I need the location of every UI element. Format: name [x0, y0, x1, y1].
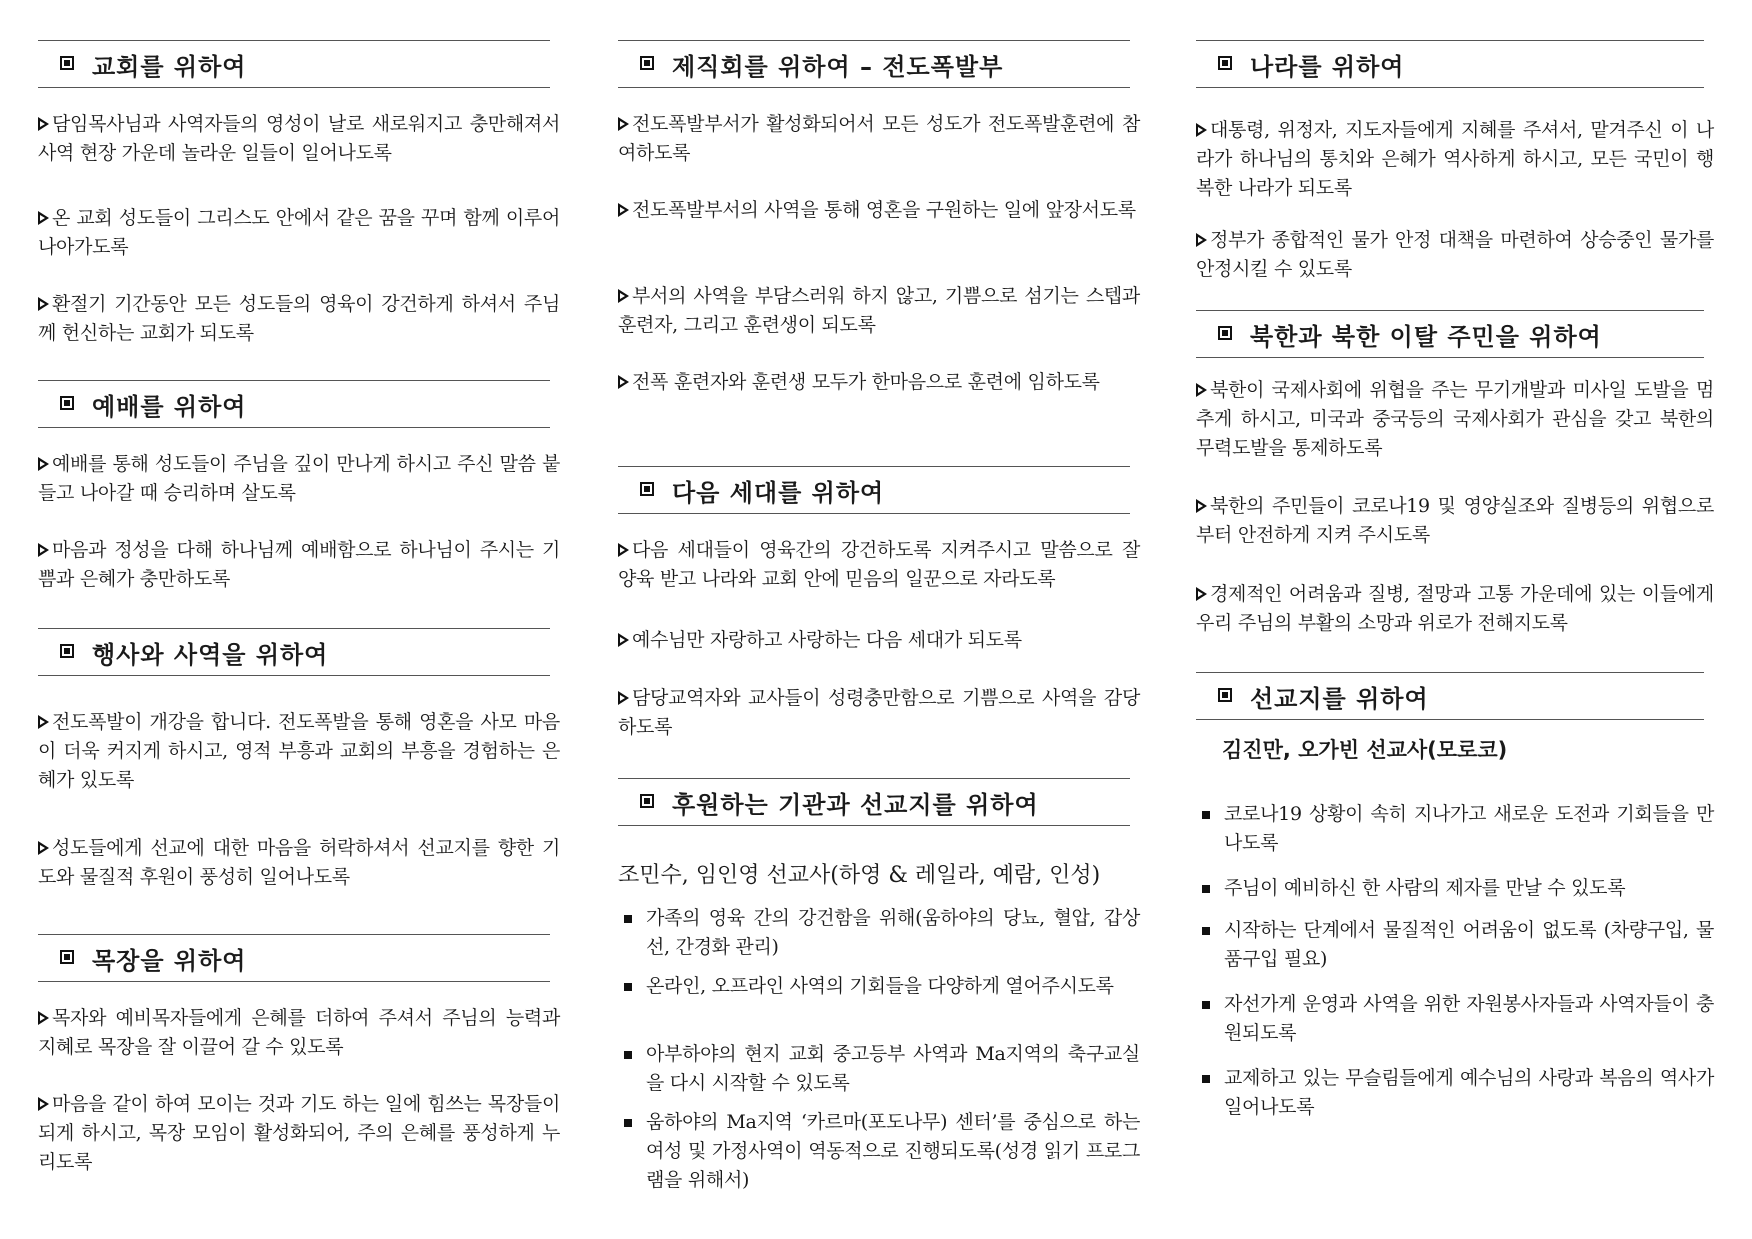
- section-title: 목장을 위하여: [92, 947, 247, 975]
- prayer-item: 담임목사님과 사역자들의 영성이 날로 새로워지고 충만해져서 사역 현장 가운데 놀라운 일들이 일어나도록: [38, 113, 560, 164]
- square-bullet-icon: [624, 983, 632, 991]
- section-nation: [1196, 40, 1714, 88]
- triangle-bullet-icon: [1196, 123, 1207, 137]
- section-title: 선교지를 위하여: [1250, 685, 1429, 713]
- mission-bullet: 가족의 영육 간의 강건함을 위해(움하야의 당뇨, 혈압, 갑상선, 간경화 관리): [618, 904, 1140, 962]
- section-header: [1196, 40, 1704, 88]
- square-bullet-icon: [624, 1119, 632, 1127]
- mission-bullet: 온라인, 오프라인 사역의 기회들을 다양하게 열어주시도록: [618, 972, 1140, 1001]
- section-supported-missions: [618, 778, 1140, 826]
- section-header: [38, 934, 550, 982]
- square-bullet-icon: [60, 644, 74, 658]
- section-header: [1196, 672, 1704, 720]
- triangle-bullet-icon: [618, 691, 629, 705]
- section-title: 예배를 위하여: [92, 393, 247, 421]
- prayer-item: 부서의 사역을 부담스러워 하지 않고, 기쁨으로 섬기는 스텝과 훈련자, 그리고 훈련생이 되도록: [618, 285, 1140, 336]
- prayer-item: 북한이 국제사회에 위협을 주는 무기개발과 미사일 도발을 멈추게 하시고, 미국과 중국등의 국제사회가 관심을 갖고 북한의 무력도발을 통제하도록: [1196, 379, 1714, 459]
- prayer-item: 전도폭발부서의 사역을 통해 영혼을 구원하는 일에 앞장서도록: [618, 196, 1140, 225]
- square-bullet-icon: [60, 56, 74, 70]
- prayer-item: 전도폭발이 개강을 합니다. 전도폭발을 통해 영혼을 사모 마음이 더욱 커지게 하시고, 영적 부흥과 교회의 부흥을 경험하는 은혜가 있도록: [38, 711, 560, 791]
- triangle-bullet-icon: [38, 1011, 49, 1025]
- section-title: 행사와 사역을 위하여: [92, 641, 329, 669]
- square-bullet-icon: [1218, 326, 1232, 340]
- section-title: 다음 세대를 위하여: [672, 479, 885, 507]
- mission-bullet: 교제하고 있는 무슬림들에게 예수님의 사랑과 복음의 역사가 일어나도록: [1196, 1064, 1714, 1122]
- mission-bullet: 주님이 예비하신 한 사람의 제자를 만날 수 있도록: [1196, 874, 1714, 903]
- square-bullet-icon: [624, 1051, 632, 1059]
- mission-bullet: 시작하는 단계에서 물질적인 어려움이 없도록 (차량구입, 물품구입 필요): [1196, 916, 1714, 974]
- triangle-bullet-icon: [38, 543, 49, 557]
- section-header: [38, 628, 550, 676]
- section-title: 나라를 위하여: [1250, 53, 1405, 81]
- square-bullet-icon: [1202, 927, 1210, 935]
- section-title: 후원하는 기관과 선교지를 위하여: [672, 791, 1039, 819]
- prayer-item: 성도들에게 선교에 대한 마음을 허락하셔서 선교지를 향한 기도와 물질적 후원이 풍성히 일어나도록: [38, 837, 560, 888]
- missionary-name: 조민수, 임인영 선교사(하영 & 레일라, 예람, 인성): [618, 863, 1101, 888]
- mission-bullet: 아부하야의 현지 교회 중고등부 사역과 Ma지역의 축구교실을 다시 시작할 수 있도록: [618, 1040, 1140, 1098]
- square-bullet-icon: [1202, 811, 1210, 819]
- prayer-item: 환절기 기간동안 모든 성도들의 영육이 강건하게 하셔서 주님께 헌신하는 교회가 되도록: [38, 293, 560, 344]
- section-deacons: [618, 40, 1140, 88]
- section-title: 제직회를 위하여 – 전도폭발부: [672, 53, 1004, 81]
- section-header: [38, 380, 550, 428]
- triangle-bullet-icon: [38, 715, 49, 729]
- section-title: 북한과 북한 이탈 주민을 위하여: [1250, 323, 1602, 351]
- prayer-item: 마음과 정성을 다해 하나님께 예배함으로 하나님이 주시는 기쁨과 은혜가 충만하도록: [38, 539, 560, 590]
- section-header: [618, 40, 1130, 88]
- triangle-bullet-icon: [1196, 587, 1207, 601]
- prayer-item: 예수님만 자랑하고 사랑하는 다음 세대가 되도록: [618, 626, 1140, 655]
- square-bullet-icon: [624, 915, 632, 923]
- square-bullet-icon: [640, 56, 654, 70]
- prayer-item: 담당교역자와 교사들이 성령충만함으로 기쁨으로 사역을 감당하도록: [618, 687, 1140, 738]
- section-worship: [38, 380, 560, 428]
- triangle-bullet-icon: [1196, 499, 1207, 513]
- triangle-bullet-icon: [38, 211, 49, 225]
- prayer-item: 온 교회 성도들이 그리스도 안에서 같은 꿈을 꾸며 함께 이루어 나아가도록: [38, 207, 560, 258]
- prayer-item: 다음 세대들이 영육간의 강건하도록 지켜주시고 말씀으로 잘 양육 받고 나라와 교회 안에 믿음의 일꾼으로 자라도록: [618, 539, 1140, 590]
- triangle-bullet-icon: [618, 375, 629, 389]
- mission-bullet: 움하야의 Ma지역 ‘카르마(포도나무) 센터’를 중심으로 하는 여성 및 가정사역이 역동적으로 진행되도록(성경 읽기 프로그램을 위해서): [618, 1108, 1140, 1195]
- prayer-item: 경제적인 어려움과 질병, 절망과 고통 가운데에 있는 이들에게 우리 주님의 부활의 소망과 위로가 전해지도록: [1196, 583, 1714, 634]
- triangle-bullet-icon: [618, 633, 629, 647]
- section-next-generation: [618, 466, 1140, 514]
- triangle-bullet-icon: [38, 1097, 49, 1111]
- section-header: [1196, 310, 1704, 358]
- prayer-item: 대통령, 위정자, 지도자들에게 지혜를 주셔서, 맡겨주신 이 나라가 하나님의 통치와 은혜가 역사하게 하시고, 모든 국민이 행복한 나라가 되도록: [1196, 119, 1714, 199]
- triangle-bullet-icon: [618, 203, 629, 217]
- section-church: [38, 40, 560, 88]
- square-bullet-icon: [1218, 688, 1232, 702]
- prayer-item: 북한의 주민들이 코로나19 및 영양실조와 질병등의 위협으로부터 안전하게 지켜 주시도록: [1196, 495, 1714, 546]
- square-bullet-icon: [60, 396, 74, 410]
- section-cell-groups: [38, 934, 560, 982]
- section-events: [38, 628, 560, 676]
- square-bullet-icon: [60, 950, 74, 964]
- triangle-bullet-icon: [38, 457, 49, 471]
- section-mission-field: [1196, 672, 1714, 720]
- section-header: [618, 778, 1130, 826]
- triangle-bullet-icon: [618, 117, 629, 131]
- section-header: [38, 40, 550, 88]
- square-bullet-icon: [640, 482, 654, 496]
- mission-bullet: 자선가게 운영과 사역을 위한 자원봉사자들과 사역자들이 충원되도록: [1196, 990, 1714, 1048]
- mission-bullet: 코로나19 상황이 속히 지나가고 새로운 도전과 기회들을 만나도록: [1196, 800, 1714, 858]
- square-bullet-icon: [1202, 1001, 1210, 1009]
- square-bullet-icon: [1218, 56, 1232, 70]
- section-header: [618, 466, 1130, 514]
- prayer-item: 정부가 종합적인 물가 안정 대책을 마련하여 상승중인 물가를 안정시킬 수 있도록: [1196, 229, 1714, 280]
- triangle-bullet-icon: [38, 841, 49, 855]
- square-bullet-icon: [1202, 885, 1210, 893]
- prayer-item: 전도폭발부서가 활성화되어서 모든 성도가 전도폭발훈련에 참여하도록: [618, 113, 1140, 164]
- prayer-item: 목자와 예비목자들에게 은혜를 더하여 주셔서 주님의 능력과 지혜로 목장을 잘 이끌어 갈 수 있도록: [38, 1007, 560, 1058]
- square-bullet-icon: [640, 794, 654, 808]
- triangle-bullet-icon: [38, 117, 49, 131]
- triangle-bullet-icon: [38, 297, 49, 311]
- triangle-bullet-icon: [618, 543, 629, 557]
- section-title: 교회를 위하여: [92, 53, 247, 81]
- prayer-item: 전폭 훈련자와 훈련생 모두가 한마음으로 훈련에 임하도록: [618, 368, 1140, 397]
- prayer-item: 마음을 같이 하여 모이는 것과 기도 하는 일에 힘쓰는 목장들이 되게 하시고, 목장 모임이 활성화되어, 주의 은혜를 풍성하게 누리도록: [38, 1093, 560, 1173]
- prayer-item: 예배를 통해 성도들이 주님을 깊이 만나게 하시고 주신 말씀 붙들고 나아갈 때 승리하며 살도록: [38, 453, 560, 504]
- triangle-bullet-icon: [1196, 233, 1207, 247]
- section-north-korea: [1196, 310, 1714, 358]
- triangle-bullet-icon: [1196, 383, 1207, 397]
- missionary-name: 김진만, 오가빈 선교사(모로코): [1222, 738, 1508, 762]
- square-bullet-icon: [1202, 1075, 1210, 1083]
- triangle-bullet-icon: [618, 289, 629, 303]
